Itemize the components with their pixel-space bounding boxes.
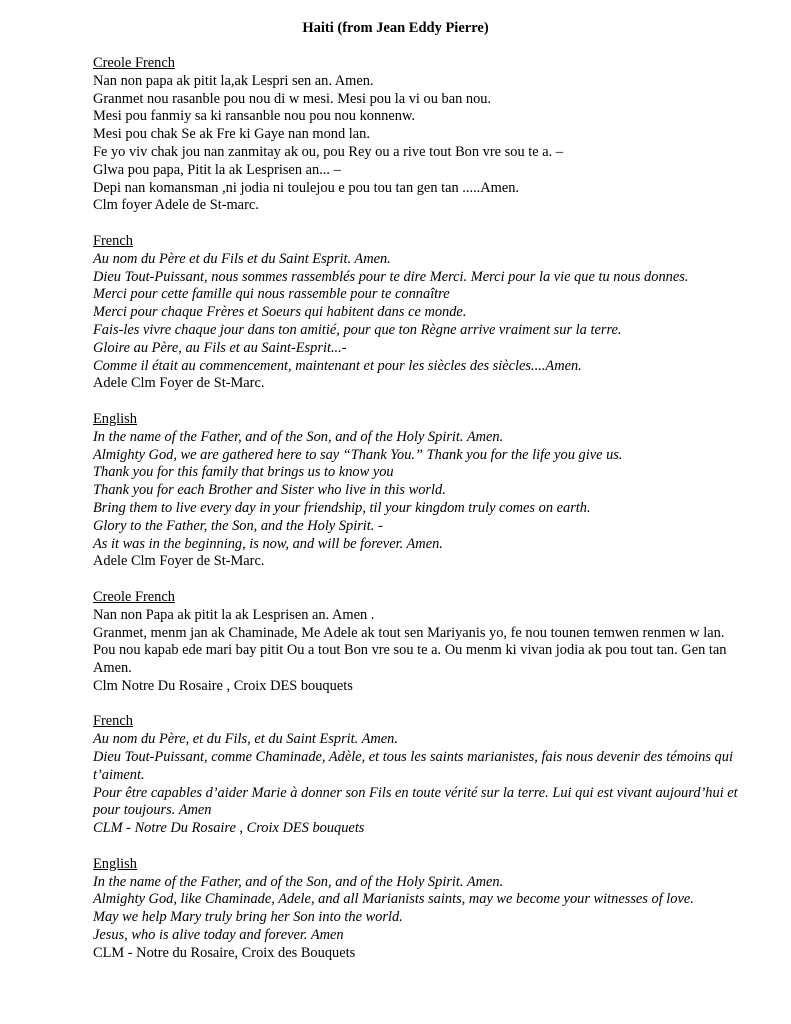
signature-line: Clm foyer Adele de St-marc. — [93, 197, 259, 214]
prayer-line: Comme il était au commencement, maintenant et pour les siècles des siècles....Amen. — [93, 357, 582, 374]
prayer-line: Au nom du Père et du Fils et du Saint Esprit. Amen. — [93, 250, 391, 267]
section-english-1 — [93, 411, 753, 571]
prayer-line: Merci pour cette famille qui nous rassemble pour te connaître — [93, 286, 450, 303]
section-heading: English — [93, 855, 137, 872]
prayer-line: Thank you for this family that brings us to know you — [93, 464, 394, 481]
section-creole-french-1 — [93, 55, 753, 215]
section-english-2 — [93, 856, 753, 963]
prayer-line: Fe yo viv chak jou nan zanmitay ak ou, pou Rey ou a rive tout Bon vre sou te a. – — [93, 143, 563, 160]
signature-line: CLM - Notre Du Rosaire , Croix DES bouquets — [93, 820, 365, 837]
prayer-content — [93, 55, 753, 963]
signature-line: Adele Clm Foyer de St-Marc. — [93, 553, 265, 570]
prayer-line: Bring them to live every day in your friendship, til your kingdom truly comes on earth. — [93, 499, 591, 516]
prayer-line: In the name of the Father, and of the Son, and of the Holy Spirit. Amen. — [93, 873, 504, 890]
signature-line: Clm Notre Du Rosaire , Croix DES bouquets — [93, 677, 353, 694]
prayer-line: Glwa pou papa, Pitit la ak Lesprisen an... – — [93, 161, 341, 178]
prayer-line: Dieu Tout-Puissant, comme Chaminade, Adèle, et tous les saints marianistes, fais nous devenir des témoins qui t’aiment. — [93, 749, 733, 783]
prayer-line: Glory to the Father, the Son, and the Holy Spirit. - — [93, 517, 383, 534]
section-heading: French — [93, 713, 133, 730]
section-french-2 — [93, 713, 753, 838]
signature-line: CLM - Notre du Rosaire, Croix des Bouquets — [93, 944, 356, 961]
section-heading: English — [93, 410, 137, 427]
prayer-line: As it was in the beginning, is now, and will be forever. Amen. — [93, 535, 443, 552]
section-french-1 — [93, 233, 753, 393]
prayer-line: Nan non Papa ak pitit la ak Lesprisen an. Amen . — [93, 606, 375, 623]
prayer-line: Almighty God, we are gathered here to say “Thank You.” Thank you for the life you give us. — [93, 446, 623, 463]
prayer-line: Mesi pou chak Se ak Fre ki Gaye nan mond lan. — [93, 126, 370, 143]
section-heading: Creole French — [93, 55, 175, 71]
prayer-line: In the name of the Father, and of the Son, and of the Holy Spirit. Amen. — [93, 428, 504, 445]
prayer-line: Thank you for each Brother and Sister who live in this world. — [93, 482, 446, 499]
prayer-line: Almighty God, like Chaminade, Adele, and all Marianists saints, may we become your witnesses of love. — [93, 891, 694, 908]
prayer-line: Pou nou kapab ede mari bay pitit Ou a tout Bon vre sou te a. Ou menm ki vivan jodia ak pou tout tan. Gen tan Amen. — [93, 642, 727, 677]
prayer-line: Fais-les vivre chaque jour dans ton amitié, pour que ton Règne arrive vraiment sur la terre. — [93, 321, 622, 338]
document-title: Haiti (from Jean Eddy Pierre) — [302, 20, 489, 36]
prayer-line: Jesus, who is alive today and forever. Amen — [93, 927, 344, 944]
prayer-line: Merci pour chaque Frères et Soeurs qui habitent dans ce monde. — [93, 304, 467, 321]
prayer-line: Pour être capables d’aider Marie à donner son Fils en toute vérité sur la terre. Lui qui est vivant aujourd’hui et pour toujours. Amen — [93, 784, 738, 819]
prayer-line: Mesi pou fanmiy sa ki ransanble nou pou nou konnenw. — [93, 108, 416, 125]
prayer-line: Depi nan komansman ,ni jodia ni toulejou e pou tou tan gen tan .....Amen. — [93, 179, 520, 196]
prayer-line: Granmet, menm jan ak Chaminade, Me Adele ak tout sen Mariyanis yo, fe nou tounen temwen renmen w lan. — [93, 624, 725, 641]
prayer-line: Nan non papa ak pitit la,ak Lespri sen an. Amen. — [93, 72, 374, 89]
prayer-line: Granmet nou rasanble pou nou di w mesi. Mesi pou la vi ou ban nou. — [93, 90, 492, 107]
section-creole-french-2 — [93, 589, 753, 696]
signature-line: Adele Clm Foyer de St-Marc. — [93, 375, 265, 392]
prayer-line: Au nom du Père, et du Fils, et du Saint Esprit. Amen. — [93, 731, 398, 748]
prayer-line: Gloire au Père, au Fils et au Saint-Esprit...- — [93, 339, 347, 356]
section-heading: French — [93, 232, 133, 249]
prayer-line: May we help Mary truly bring her Son into the world. — [93, 909, 403, 926]
section-heading: Creole French — [93, 588, 175, 605]
prayer-line: Dieu Tout-Puissant, nous sommes rassemblés pour te dire Merci. Merci pour la vie que tu nous donnes. — [93, 268, 689, 285]
